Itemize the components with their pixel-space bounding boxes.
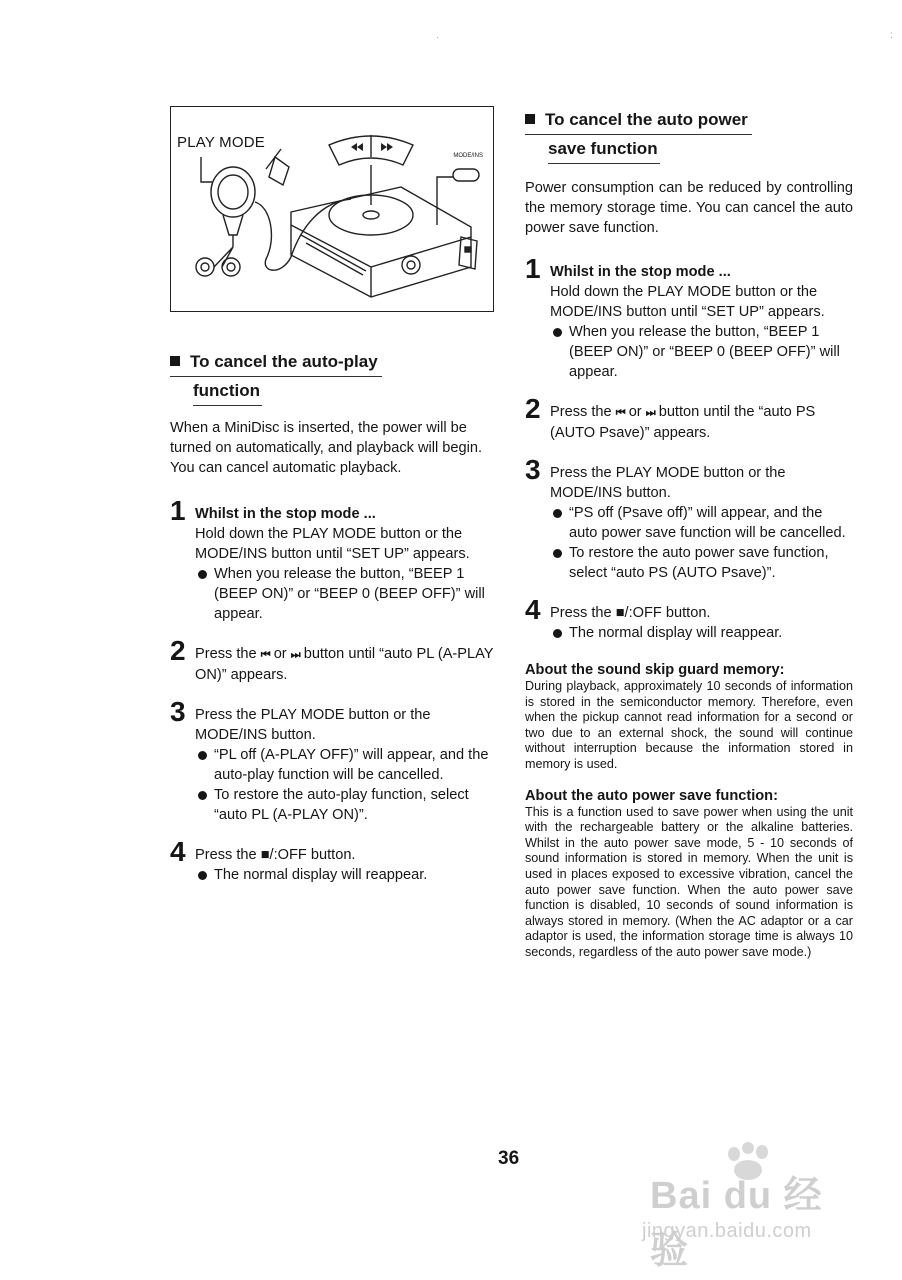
- skip-forward-icon: ⏭: [290, 649, 300, 661]
- auto-play-intro: When a MiniDisc is inserted, the power will be turned on automatically, and playback will begin. You can cancel automatic playback.: [170, 420, 483, 476]
- right-step-4: 4 Press the ■/:OFF button. The normal display will reappear.: [525, 603, 853, 643]
- bullet-dot-icon: [198, 570, 207, 579]
- left-step-3: 3 Press the PLAY MODE button or the MODE/INS button. “PL off (A-PLAY OFF)” will appear, and the auto-play function will be cancelled. To restore the auto-play function, select “auto PL (A-PLAY ON)”.: [170, 705, 496, 825]
- mode-ins-label: MODE/INS: [453, 153, 483, 159]
- scan-mark: ·: [436, 32, 440, 43]
- skip-back-icon: ⏮: [615, 407, 625, 419]
- scan-mark: :: [890, 30, 893, 41]
- list-item: To restore the auto power save function, select “auto PS (AUTO Psave)”.: [550, 543, 853, 583]
- play-mode-label: PLAY MODE: [177, 134, 265, 151]
- sound-skip-text: During playback, approximately 10 seconds of information is stored in the semiconductor memory. Therefore, even when the pickup cannot read information for a second or two due to an external shock, the sound will continue without interruption because the information stored in memory is used.: [525, 679, 853, 771]
- left-step-4: 4 Press the ■/:OFF button. The normal display will reappear.: [170, 845, 496, 885]
- right-column: [525, 106, 853, 961]
- bullet-dot-icon: [198, 751, 207, 760]
- baidu-watermark: [640, 1142, 850, 1272]
- square-bullet-icon: [525, 114, 535, 124]
- right-step-1: 1 Whilst in the stop mode ... Hold down the PLAY MODE button or the MODE/INS button until “SET UP” appears. When you release the button, “BEEP 1 (BEEP ON)” or “BEEP 0 (BEEP OFF)” will appear.: [525, 262, 853, 382]
- auto-power-save-heading: About the auto power save function:: [525, 787, 778, 804]
- bullet-dot-icon: [553, 629, 562, 638]
- bullet-dot-icon: [553, 549, 562, 558]
- page-number: 36: [498, 1148, 520, 1169]
- watermark-url: jingyan.baidu.com: [642, 1220, 812, 1242]
- skip-forward-icon: ⏭: [645, 407, 655, 419]
- bullet-dot-icon: [198, 871, 207, 880]
- list-item: When you release the button, “BEEP 1 (BEEP ON)” or “BEEP 0 (BEEP OFF)” will appear.: [550, 322, 853, 382]
- left-step-2: 2 Press the ⏮ or ⏭ button until “auto PL (A-PLAY ON)” appears.: [170, 635, 494, 683]
- list-item: To restore the auto-play function, select “auto PL (A-PLAY ON)”.: [195, 785, 496, 825]
- list-item: “PS off (Psave off)” will appear, and the auto power save function will be cancelled.: [550, 503, 853, 543]
- list-item: The normal display will reappear.: [195, 865, 496, 885]
- watermark-brand: Bai du 经验: [650, 1175, 823, 1272]
- square-bullet-icon: [170, 356, 180, 366]
- bullet-dot-icon: [553, 509, 562, 518]
- bullet-dot-icon: [553, 328, 562, 337]
- skip-back-icon: ⏮: [260, 649, 270, 661]
- auto-power-intro: Power consumption can be reduced by controlling the memory storage time. You can cancel the auto power save function.: [525, 180, 853, 236]
- bullet-dot-icon: [198, 791, 207, 800]
- auto-power-save-text: This is a function used to save power when using the unit with the rechargeable battery or the alkaline batteries. Whilst in the auto power save mode, 5 - 10 seconds of sound information is stored in memory. When the unit is used in places exposed to excessive vibration, cancel the auto power save function. When the auto power save function is disabled, 10 seconds of sound information is always stored in memory. (When the AC adaptor or a car adaptor is used, the information storage time is always 10 seconds, regardless of the auto power save mode.): [525, 804, 853, 959]
- right-step-2: 2 Press the ⏮ or ⏭ button until the “auto PS (AUTO Psave)” appears.: [525, 393, 816, 441]
- auto-play-heading: To cancel the auto-play function: [170, 348, 496, 406]
- product-illustration: [170, 106, 494, 312]
- list-item: When you release the button, “BEEP 1 (BEEP ON)” or “BEEP 0 (BEEP OFF)” will appear.: [195, 564, 496, 624]
- auto-power-heading: To cancel the auto power save function: [525, 106, 853, 164]
- sound-skip-heading: About the sound skip guard memory:: [525, 662, 785, 678]
- list-item: The normal display will reappear.: [550, 623, 853, 643]
- left-step-1: 1 Whilst in the stop mode ... Hold down the PLAY MODE button or the MODE/INS button until “SET UP” appears. When you release the button, “BEEP 1 (BEEP ON)” or “BEEP 0 (BEEP OFF)” will appear.: [170, 504, 496, 624]
- list-item: “PL off (A-PLAY OFF)” will appear, and the auto-play function will be cancelled.: [195, 745, 496, 785]
- left-column: [170, 106, 496, 885]
- right-step-3: 3 Press the PLAY MODE button or the MODE/INS button. “PS off (Psave off)” will appear, and the auto power save function will be cancelled. To restore the auto power save function, select “auto PS (AUTO Psave)”.: [525, 463, 853, 583]
